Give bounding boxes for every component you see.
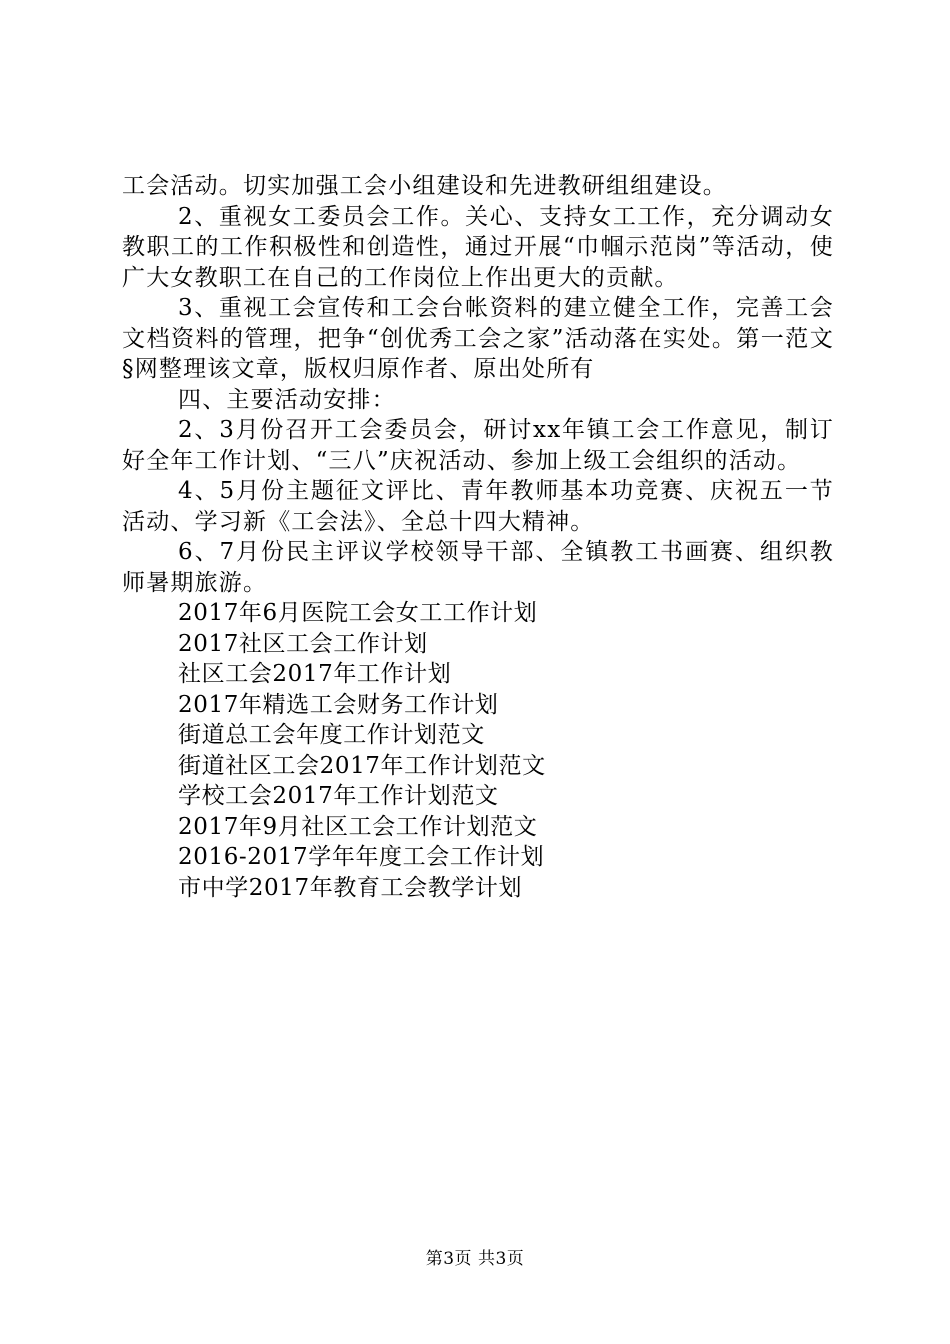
paragraph-2: 2、重视女工委员会工作。关心、支持女工工作，充分调动女教职工的工作积极性和创造性，通过开展“巾帼示范岗”等活动，使广大女教职工在自己的工作岗位上作出更大的贡献。 [122,203,834,291]
page-number-footer: 第3页 共3页 [425,1249,525,1269]
related-article-link[interactable]: 学校工会2017年工作计划范文 [178,783,499,809]
paragraph-7: 6、7月份民主评议学校领导干部、全镇教工书画赛、组织教师暑期旅游。 [122,539,834,596]
paragraph-5: 2、3月份召开工会委员会，研讨xx年镇工会工作意见，制订好全年工作计划、“三八”庆祝活动、参加上级工会组织的活动。 [122,417,834,474]
related-article-link[interactable]: 2017年精选工会财务工作计划 [178,691,499,718]
paragraph-4: 四、主要活动安排： [178,386,396,413]
related-article-link[interactable]: 街道社区工会2017年工作计划范文 [178,752,546,779]
document-body [122,171,834,903]
related-article-link[interactable]: 2017年6月医院工会女工工作计划 [178,600,538,626]
paragraph-1: 工会活动。切实加强工会小组建设和先进教研组组建设。 [122,173,727,199]
related-article-link[interactable]: 市中学2017年教育工会教学计划 [178,874,523,901]
related-article-link[interactable]: 社区工会2017年工作计划 [178,661,452,687]
related-article-link[interactable]: 街道总工会年度工作计划范文 [178,722,485,748]
related-article-link[interactable]: 2016-2017学年年度工会工作计划 [178,844,545,870]
related-article-link[interactable]: 2017年9月社区工会工作计划范文 [178,813,538,840]
paragraph-3: 3、重视工会宣传和工会台帐资料的建立健全工作，完善工会文档资料的管理，把争“创优秀工会之家”活动落在实处。第一范文§网整理该文章，版权归原作者、原出处所有 [122,295,834,382]
paragraph-6: 4、5月份主题征文评比、青年教师基本功竞赛、庆祝五一节活动、学习新《工会法》、全总十四大精神。 [122,478,834,535]
related-articles-list [122,598,834,903]
related-article-link[interactable]: 2017社区工会工作计划 [178,630,428,657]
